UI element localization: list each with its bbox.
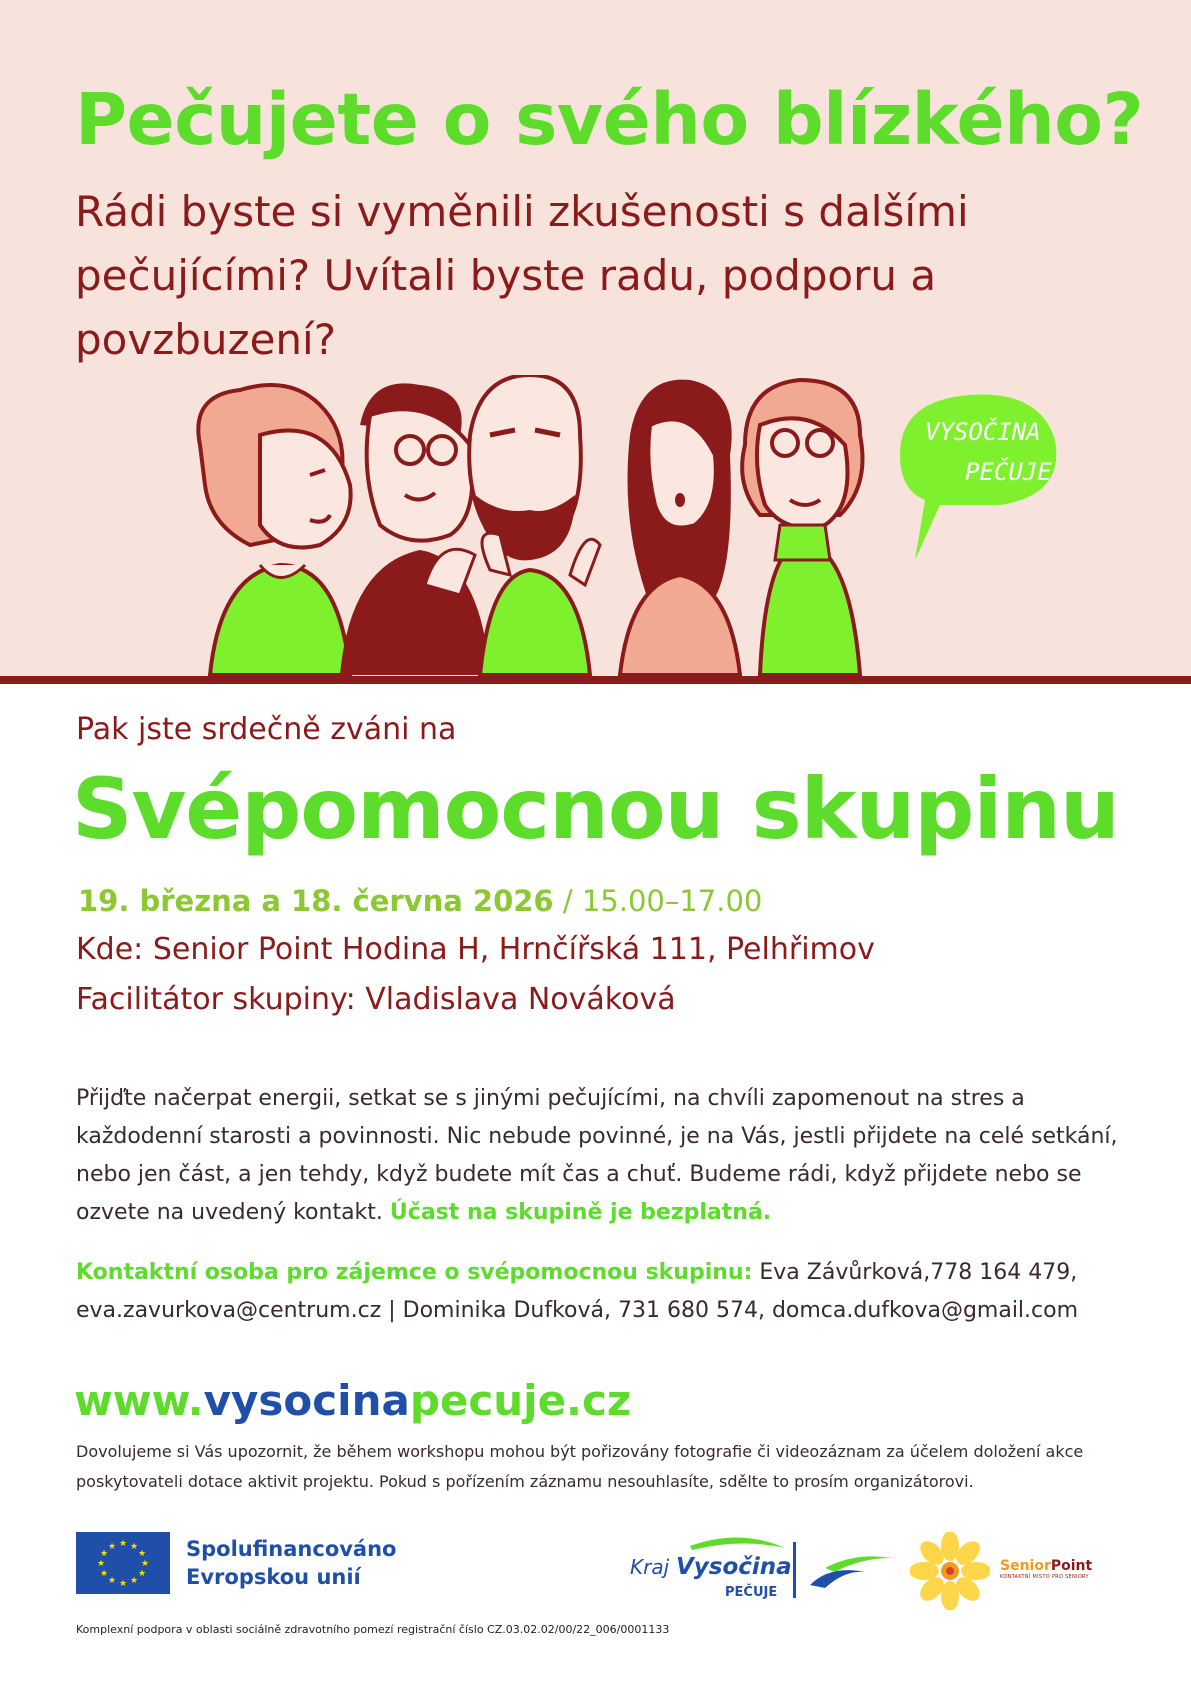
svg-text:★: ★ [129, 1542, 139, 1552]
event-time: / 15.00–17.00 [562, 884, 763, 918]
website-middle: vysocina [203, 1376, 410, 1425]
bubble-line-1: VYSOČINA [925, 418, 1041, 446]
svg-text:★: ★ [129, 1576, 139, 1586]
eu-line-1: Spolufinancováno [186, 1537, 397, 1561]
bubble-line-2: PEČUJE [965, 458, 1052, 486]
invitation-lead: Pak jste srdečně zváni na [76, 712, 457, 747]
event-date-line [78, 884, 762, 918]
person-man-glasses [340, 383, 490, 675]
senior-part-2: Point [1050, 1558, 1093, 1574]
person-older-woman-glasses [742, 380, 862, 675]
disclaimer: Dovolujeme si Vás upozornit, že během workshopu mohou být pořizovány fotografie či videozáznam za účelem doložení akce poskytovateli dotace aktivit projektu. Pokud s pořízením záznamu nesouhlasíte, sdělte to prosím organizátorovi. [76, 1442, 1084, 1491]
svg-text:★: ★ [137, 1549, 147, 1559]
event-place: Kde: Senior Point Hodina H, Hrnčířská 111, Pelhřimov [76, 932, 875, 967]
person-bearded-man [469, 375, 600, 675]
svg-text:★: ★ [140, 1559, 150, 1569]
body-text: Přijďte načerpat energii, setkat se s jinými pečujícími, na chvíli zapomenout na stres a každodenní starosti a povinnosti. Nic nebude povinné, je na Vás, jestli přijdete na celé setkání, nebo jen část, a jen tehdy, když budete mít čas a chuť. Budeme rádi, když přijdete nebo se ozvete na uvedený kontakt. [76, 1086, 1118, 1225]
senior-point-name [1000, 1558, 1120, 1574]
event-facilitator: Facilitátor skupiny: Vladislava Nováková [76, 982, 676, 1017]
speech-bubble [900, 395, 1056, 560]
kraj-name: Vysočina [676, 1554, 792, 1580]
event-title: Svépomocnou skupinu [72, 760, 1119, 858]
eu-line-2: Evropskou unií [186, 1565, 361, 1589]
svg-text:★: ★ [118, 1579, 128, 1589]
svg-text:★: ★ [99, 1569, 109, 1579]
svg-text:★: ★ [96, 1559, 106, 1569]
senior-part-1: Senior [1000, 1558, 1051, 1574]
subheadline: Rádi byste si vyměnili zkušenosti s dalšími pečujícími? Uvítali byste radu, podporu a povzbuzení? [75, 187, 969, 364]
kraj-sub: PEČUJE [725, 1585, 778, 1600]
body-paragraph [76, 1080, 1136, 1232]
senior-point-logo [1000, 1558, 1120, 1588]
senior-point-subtitle: KONTAKTNÍ MÍSTO PRO SENIORY [1000, 1574, 1089, 1580]
svg-text:★: ★ [107, 1542, 117, 1552]
svg-text:★: ★ [107, 1576, 117, 1586]
kraj-vysocina-logo [630, 1530, 900, 1602]
caregivers-illustration [190, 375, 1190, 677]
contact-block [76, 1254, 1156, 1330]
free-participation-note: Účast na skupině je bezplatná. [389, 1200, 772, 1225]
svg-text:★: ★ [99, 1549, 109, 1559]
website-link[interactable] [74, 1376, 631, 1425]
contact-details[interactable]: Eva Závůrková,778 164 479, eva.zavurkova@centrum.cz | Dominika Dufková, 731 680 574, domca.dufkova@gmail.com [76, 1260, 1079, 1323]
registration-footnote: Komplexní podpora v oblasti sociálně zdravotního pomezí registrační číslo CZ.03.02.02/00/22_006/0001133 [76, 1623, 670, 1636]
eu-flag-icon [76, 1532, 170, 1594]
daisy-flower-icon [910, 1532, 990, 1610]
svg-text:★: ★ [118, 1539, 128, 1549]
header-divider [0, 676, 1191, 684]
website-prefix: www. [74, 1376, 204, 1425]
eu-cofinancing-text [186, 1535, 396, 1591]
person-woman-long-hair [620, 380, 740, 675]
svg-text:★: ★ [137, 1569, 147, 1579]
person-woman-curly-hair [198, 385, 350, 675]
headline: Pečujete o svého blízkého? [75, 78, 1144, 161]
event-dates: 19. března a 18. června 2026 [78, 884, 554, 918]
website-suffix: pecuje.cz [409, 1376, 632, 1425]
kraj-prefix: Kraj [630, 1555, 670, 1579]
contact-label: Kontaktní osoba pro zájemce o svépomocnou skupinu: [76, 1260, 753, 1285]
